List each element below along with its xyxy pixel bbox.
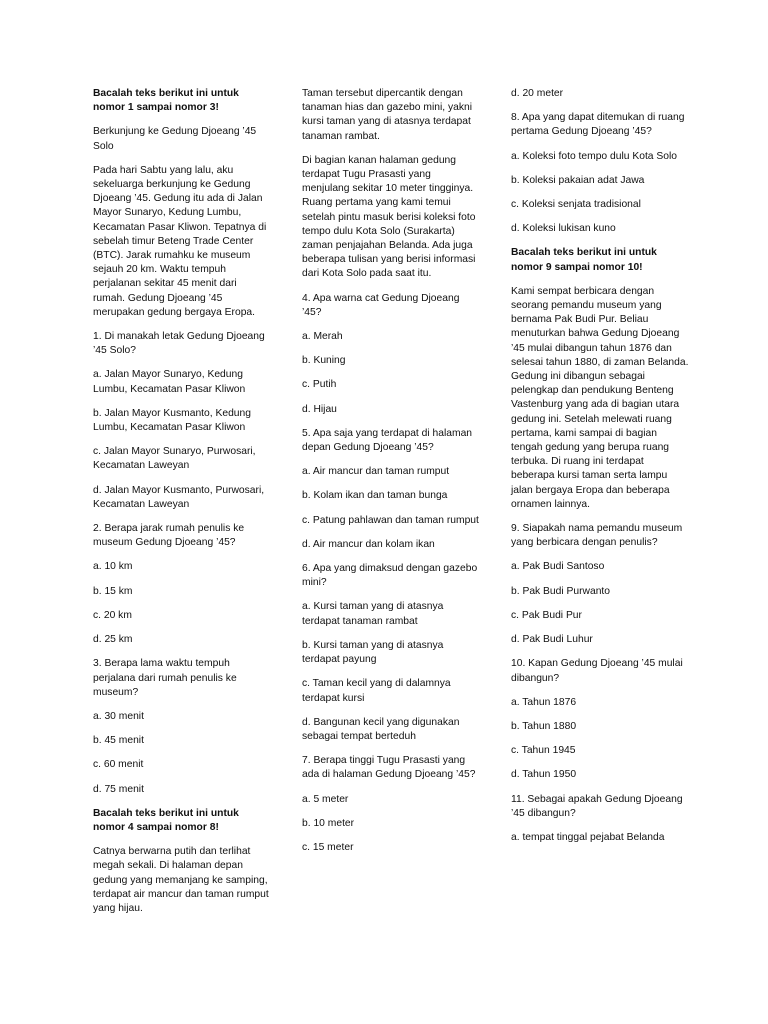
paragraph: Taman tersebut dipercantik dengan tanaman hias dan gazebo mini, yakni kursi taman yang di atasnya terdapat tanaman rambat.	[302, 88, 473, 142]
paragraph: b. Koleksi pakaian adat Jawa	[511, 174, 645, 186]
paragraph: 6. Apa yang dimaksud dengan gazebo mini?	[302, 563, 478, 589]
paragraph: c. 15 meter	[302, 841, 354, 853]
text-column-1	[93, 87, 271, 926]
paragraph: Berkunjung ke Gedung Djoeang ’45 Solo	[93, 126, 257, 152]
paragraph: d. Air mancur dan kolam ikan	[302, 538, 435, 550]
paragraph: 3. Berapa lama waktu tempuh perjalana dari rumah penulis ke museum?	[93, 658, 237, 698]
section-instruction: Bacalah teks berikut ini untuk nomor 1 sampai nomor 3!	[93, 88, 239, 114]
paragraph: c. 20 km	[93, 609, 132, 621]
paragraph: 11. Sebagai apakah Gedung Djoeang ’45 dibangun?	[511, 793, 683, 819]
paragraph: 7. Berapa tinggi Tugu Prasasti yang ada di halaman Gedung Djoeang ’45?	[302, 755, 476, 781]
paragraph: d. Jalan Mayor Kusmanto, Purwosari, Kecamatan Laweyan	[93, 484, 265, 510]
paragraph: d. Hijau	[302, 403, 337, 415]
paragraph: a. Koleksi foto tempo dulu Kota Solo	[511, 150, 677, 162]
paragraph: c. Tahun 1945	[511, 745, 576, 757]
paragraph: Catnya berwarna putih dan terlihat megah sekali. Di halaman depan gedung yang memanjang ke samping, terdapat air mancur dan taman rumput yang hijau.	[93, 846, 269, 914]
paragraph: a. tempat tinggal pejabat Belanda	[511, 831, 665, 843]
paragraph: 1. Di manakah letak Gedung Djoeang ’45 Solo?	[93, 331, 265, 357]
paragraph: d. Bangunan kecil yang digunakan sebagai tempat berteduh	[302, 716, 460, 742]
paragraph: b. Jalan Mayor Kusmanto, Kedung Lumbu, Kecamatan Pasar Kliwon	[93, 407, 251, 434]
paragraph: a. Kursi taman yang di atasnya terdapat tanaman rambat	[302, 601, 444, 627]
paragraph: b. 10 meter	[302, 817, 355, 829]
paragraph: c. Jalan Mayor Sunaryo, Purwosari, Kecamatan Laweyan	[93, 446, 256, 472]
section-instruction: Bacalah teks berikut ini untuk nomor 9 sampai nomor 10!	[511, 247, 657, 273]
paragraph: c. Patung pahlawan dan taman rumput	[302, 514, 479, 526]
section-instruction: Bacalah teks berikut ini untuk nomor 4 sampai nomor 8!	[93, 807, 239, 833]
paragraph: 9. Siapakah nama pemandu museum yang berbicara dengan penulis?	[511, 523, 683, 549]
paragraph: d. 20 meter	[511, 88, 564, 99]
paragraph: b. Pak Budi Purwanto	[511, 585, 611, 597]
paragraph: 10. Kapan Gedung Djoeang ’45 mulai dibangun?	[511, 658, 683, 684]
text-column-2	[302, 87, 480, 865]
paragraph: d. Pak Budi Luhur	[511, 634, 593, 646]
paragraph: c. Pak Budi Pur	[511, 609, 582, 621]
paragraph: c. Putih	[302, 379, 337, 391]
paragraph: a. Merah	[302, 331, 343, 343]
paragraph: Pada hari Sabtu yang lalu, aku sekeluarga berkunjung ke Gedung Djoeang ’45. Gedung itu ada di Jalan Mayor Sunaryo, Kedung Lumbu, Kecamatan Pasar Kliwon. Tepatnya di sebelah timur Beteng Trade Center (BTC). Jarak rumahku ke museum sejauh 20 km. Waktu tempuh perjalanan sekitar 45 menit dari rumah. Gedung Djoeang ’45 merupakan gedung bergaya Eropa.	[93, 164, 267, 318]
paragraph: b. 45 menit	[93, 735, 144, 747]
paragraph: b. Kolam ikan dan taman bunga	[302, 490, 448, 502]
paragraph: Kami sempat berbicara dengan seorang pemandu museum yang bernama Pak Budi Pur. Beliau menuturkan bahwa Gedung Djoeang ’45 mulai dibangun tahun 1876 dan selesai tahun 1880, di zaman Belanda. Gedung ini dibangun sebagai pelengkap dan pendukung Benteng Vastenburg yang ada di bagian utara gedung ini. Setelah melewati ruang pertama, kami sampai di bagian tengah gedung yang berupa ruang terbuka. Di ruang ini terdapat beberapa kursi taman serta lampu jalan bergaya Eropa dan beberapa ornamen lainnya.	[511, 285, 689, 510]
text-column-3	[511, 87, 689, 855]
paragraph: a. 30 menit	[93, 710, 144, 722]
paragraph: a. Jalan Mayor Sunaryo, Kedung Lumbu, Kecamatan Pasar Kliwon	[93, 369, 246, 395]
paragraph: d. Tahun 1950	[511, 769, 577, 781]
paragraph: b. Tahun 1880	[511, 720, 577, 732]
paragraph: a. Pak Budi Santoso	[511, 561, 605, 573]
paragraph: c. Koleksi senjata tradisional	[511, 199, 641, 211]
paragraph: a. 10 km	[93, 561, 133, 573]
paragraph: a. Air mancur dan taman rumput	[302, 466, 450, 478]
paragraph: c. Taman kecil yang di dalamnya terdapat kursi	[302, 678, 451, 704]
paragraph: a. 5 meter	[302, 793, 349, 805]
paragraph: d. Koleksi lukisan kuno	[511, 223, 616, 235]
paragraph: 5. Apa saja yang terdapat di halaman depan Gedung Djoeang ’45?	[302, 427, 473, 454]
paragraph: 2. Berapa jarak rumah penulis ke museum Gedung Djoeang ’45?	[93, 523, 245, 549]
paragraph: 8. Apa yang dapat ditemukan di ruang pertama Gedung Djoeang ’45?	[511, 112, 685, 138]
paragraph: a. Tahun 1876	[511, 696, 577, 708]
paragraph: 4. Apa warna cat Gedung Djoeang ’45?	[302, 292, 460, 318]
paragraph: Di bagian kanan halaman gedung terdapat Tugu Prasasti yang menjulang sekitar 10 meter tingginya. Ruang pertama yang kami temui setelah pintu masuk berisi koleksi foto tempo dulu Kota Solo (Surakarta) zaman penjajahan Belanda. Ada juga beberapa tulisan yang berisi informasi dari Kota Solo pada saat itu.	[302, 154, 476, 280]
paragraph: d. 25 km	[93, 634, 133, 646]
paragraph: b. Kuning	[302, 355, 346, 367]
paragraph: b. 15 km	[93, 585, 133, 597]
paragraph: c. 60 menit	[93, 759, 144, 771]
paragraph: b. Kursi taman yang di atasnya terdapat payung	[302, 639, 444, 666]
paragraph: d. 75 menit	[93, 783, 144, 795]
